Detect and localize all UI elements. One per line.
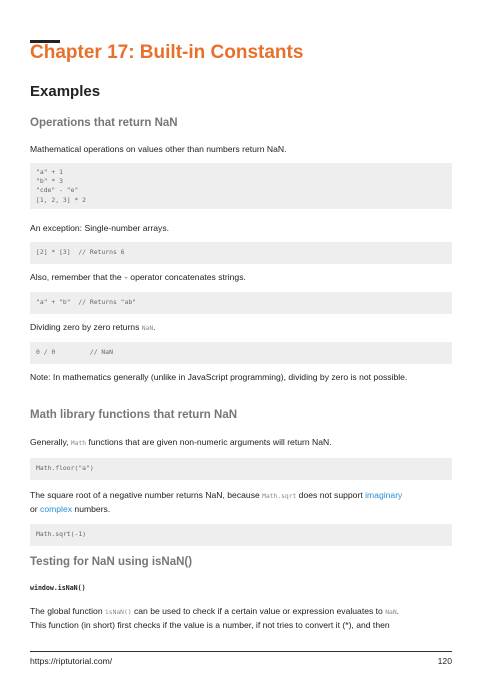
chapter-title: Chapter 17: Built-in Constants xyxy=(30,42,304,63)
text-span: This function (in short) first checks if the value is a number, if not tries to convert it (*), and then xyxy=(30,620,390,630)
paragraph-concat xyxy=(30,271,455,285)
code-block-array xyxy=(30,242,452,264)
code-block-floor xyxy=(30,458,452,480)
code-block-concat xyxy=(30,292,452,314)
paragraph-isnan xyxy=(30,605,455,632)
paragraph-divide xyxy=(30,321,455,335)
text-span: can be used to check if a certain value or expression evaluates to xyxy=(131,606,386,616)
subheading-math-nan: Math library functions that return NaN xyxy=(30,409,238,421)
inline-code: + xyxy=(124,275,128,282)
paragraph-sqrt xyxy=(30,489,455,516)
code-line: [2] * [3] // Returns 6 xyxy=(36,248,125,256)
footer-url[interactable]: https://riptutorial.com/ xyxy=(30,656,113,666)
paragraph-generally xyxy=(30,436,455,450)
inline-code: NaN xyxy=(141,325,154,332)
paragraph-exception: An exception: Single-number arrays. xyxy=(30,223,170,233)
code-line: "a" + "b" // Returns "ab" xyxy=(36,298,137,306)
code-line: "a" + 1 xyxy=(36,168,63,176)
link-imaginary[interactable]: imaginary xyxy=(365,490,403,500)
text-span: numbers. xyxy=(72,504,111,514)
code-line: "cde" - "e" xyxy=(36,186,79,195)
text-span: The square root of a negative number returns NaN, because xyxy=(30,490,263,500)
code-line: 0 / 0 // NaN xyxy=(36,348,113,356)
subheading-operations-nan: Operations that return NaN xyxy=(30,117,178,129)
text-span: . xyxy=(153,322,156,332)
function-signature: window.isNaN() xyxy=(30,584,86,592)
text-span: operator concatenates strings. xyxy=(127,272,246,282)
text-span: Generally, xyxy=(30,437,71,447)
page-number: 120 xyxy=(437,656,452,666)
code-block-divide xyxy=(30,342,452,364)
inline-code: isNaN() xyxy=(105,609,132,616)
link-complex[interactable]: complex xyxy=(40,504,73,514)
code-line: Math.sqrt(-1) xyxy=(36,530,87,538)
code-block-sqrt xyxy=(30,524,452,546)
code-block-operations xyxy=(30,163,452,209)
code-line: Math.floor("a") xyxy=(36,464,94,472)
section-heading-examples: Examples xyxy=(30,83,101,100)
inline-code: Math xyxy=(70,440,87,447)
text-span: functions that are given non-numeric arguments will return NaN. xyxy=(86,437,332,447)
text-span: does not support xyxy=(296,490,366,500)
code-line: [1, 2, 3] * 2 xyxy=(36,195,87,204)
inline-code: NaN xyxy=(385,609,397,616)
paragraph-note: Note: In mathematics generally (unlike in JavaScript programming), dividing by zero is not possible. xyxy=(30,372,408,382)
text-span: or xyxy=(30,504,41,514)
subheading-isnan: Testing for NaN using isNaN() xyxy=(30,556,193,568)
text-span: Dividing zero by zero returns xyxy=(30,322,142,332)
paragraph-intro: Mathematical operations on values other than numbers return NaN. xyxy=(30,144,287,154)
text-span: . xyxy=(396,606,399,616)
inline-code: Math.sqrt xyxy=(262,493,297,500)
text-span: The global function xyxy=(30,606,106,616)
code-line: "b" * 3 xyxy=(36,177,63,186)
footer-rule xyxy=(30,651,452,652)
text-span: Also, remember that the xyxy=(30,272,125,282)
